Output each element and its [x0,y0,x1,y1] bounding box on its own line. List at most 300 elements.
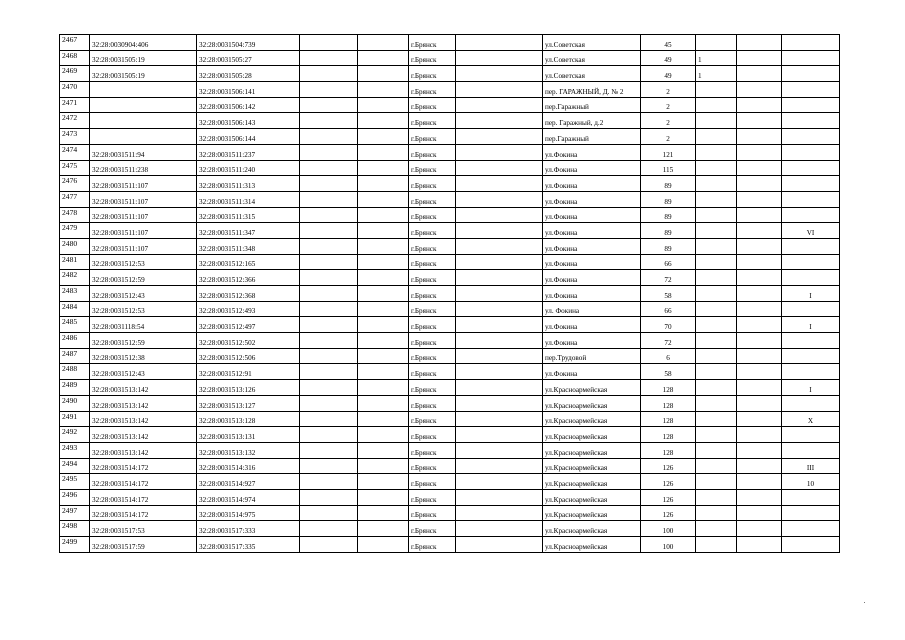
premises-cell [782,254,840,270]
empty-cell [300,35,358,51]
building-cell: 1 [696,50,737,66]
street-cell: ул.Красноармейская [543,537,641,553]
row-number-cell: 2478 [60,207,90,223]
street-cell: ул.Фокина [543,238,641,254]
empty-cell [456,333,543,349]
empty-cell [300,458,358,474]
house-number-cell: 2 [641,129,696,145]
street-cell: ул.Красноармейская [543,411,641,427]
building-cell: 1 [696,66,737,82]
building-cell [696,144,737,160]
empty-cell [456,50,543,66]
empty-cell [737,286,782,302]
table-row [60,489,840,505]
parent-cadastral-cell [90,97,197,113]
empty-cell [737,317,782,333]
empty-cell [300,82,358,98]
row-number-cell: 2470 [60,82,90,98]
street-cell: ул.Фокина [543,144,641,160]
row-number-cell: 2488 [60,364,90,380]
city-cell: г.Брянск [409,160,456,176]
house-number-cell: 66 [641,254,696,270]
table-row [60,395,840,411]
row-number-cell: 2486 [60,333,90,349]
street-cell: ул.Фокина [543,191,641,207]
street-cell: ул.Красноармейская [543,505,641,521]
parent-cadastral-cell: 32:28:0030904:406 [90,35,197,51]
empty-cell [456,270,543,286]
table-row [60,270,840,286]
street-cell: ул.Фокина [543,270,641,286]
cadastral-number-cell: 32:28:0031511:240 [197,160,300,176]
cadastral-number-cell: 32:28:0031512:366 [197,270,300,286]
row-number-cell: 2471 [60,97,90,113]
parent-cadastral-cell: 32:28:0031505:19 [90,66,197,82]
street-cell: ул.Красноармейская [543,489,641,505]
empty-cell [358,223,409,239]
empty-cell [300,129,358,145]
building-cell [696,301,737,317]
parent-cadastral-cell: 32:28:0031513:142 [90,411,197,427]
parent-cadastral-cell: 32:28:0031514:172 [90,489,197,505]
empty-cell [300,286,358,302]
premises-cell [782,113,840,129]
city-cell: г.Брянск [409,442,456,458]
cadastral-number-cell: 32:28:0031511:313 [197,176,300,192]
empty-cell [737,395,782,411]
building-cell [696,238,737,254]
empty-cell [300,144,358,160]
cadastral-number-cell: 32:28:0031512:497 [197,317,300,333]
row-number-cell: 2467 [60,35,90,51]
street-cell: ул.Фокина [543,333,641,349]
cadastral-number-cell: 32:28:0031513:131 [197,427,300,443]
register-table [59,34,840,553]
empty-cell [456,474,543,490]
table-row [60,364,840,380]
city-cell: г.Брянск [409,364,456,380]
city-cell: г.Брянск [409,254,456,270]
empty-cell [737,537,782,553]
empty-cell [358,144,409,160]
parent-cadastral-cell: 32:28:0031514:172 [90,474,197,490]
empty-cell [300,380,358,396]
cadastral-number-cell: 32:28:0031511:315 [197,207,300,223]
empty-cell [300,521,358,537]
premises-cell: X [782,411,840,427]
house-number-cell: 70 [641,317,696,333]
empty-cell [737,97,782,113]
cadastral-number-cell: 32:28:0031511:314 [197,191,300,207]
cadastral-number-cell: 32:28:0031512:368 [197,286,300,302]
empty-cell [300,191,358,207]
row-number-cell: 2489 [60,380,90,396]
empty-cell [300,254,358,270]
empty-cell [300,207,358,223]
house-number-cell: 128 [641,395,696,411]
empty-cell [358,191,409,207]
empty-cell [300,176,358,192]
empty-cell [358,521,409,537]
premises-cell [782,395,840,411]
empty-cell [358,254,409,270]
row-number-cell: 2496 [60,489,90,505]
table-row [60,176,840,192]
table-row [60,238,840,254]
empty-cell [456,207,543,223]
empty-cell [456,191,543,207]
empty-cell [300,50,358,66]
premises-cell: I [782,317,840,333]
street-cell: ул.Фокина [543,317,641,333]
table-row [60,380,840,396]
empty-cell [737,427,782,443]
empty-cell [300,333,358,349]
building-cell [696,223,737,239]
row-number-cell: 2499 [60,537,90,553]
house-number-cell: 89 [641,176,696,192]
premises-cell [782,505,840,521]
row-number-cell: 2498 [60,521,90,537]
empty-cell [737,82,782,98]
row-number-cell: 2469 [60,66,90,82]
premises-cell [782,333,840,349]
empty-cell [737,144,782,160]
city-cell: г.Брянск [409,223,456,239]
empty-cell [300,317,358,333]
premises-cell [782,301,840,317]
parent-cadastral-cell: 32:28:0031512:59 [90,333,197,349]
empty-cell [358,442,409,458]
empty-cell [737,474,782,490]
empty-cell [456,505,543,521]
premises-cell [782,129,840,145]
table-row [60,160,840,176]
street-cell: ул.Красноармейская [543,427,641,443]
row-number-cell: 2482 [60,270,90,286]
parent-cadastral-cell: 32:28:0031517:59 [90,537,197,553]
row-number-cell: 2476 [60,176,90,192]
premises-cell [782,427,840,443]
city-cell: г.Брянск [409,505,456,521]
premises-cell [782,521,840,537]
empty-cell [300,395,358,411]
row-number-cell: 2492 [60,427,90,443]
street-cell: ул.Красноармейская [543,442,641,458]
table-row [60,427,840,443]
parent-cadastral-cell: 32:28:0031513:142 [90,442,197,458]
cadastral-number-cell: 32:28:0031514:316 [197,458,300,474]
empty-cell [300,348,358,364]
empty-cell [456,160,543,176]
empty-cell [358,348,409,364]
parent-cadastral-cell: 32:28:0031511:107 [90,207,197,223]
table-row [60,191,840,207]
empty-cell [456,301,543,317]
parent-cadastral-cell [90,129,197,145]
city-cell: г.Брянск [409,395,456,411]
parent-cadastral-cell: 32:28:0031512:38 [90,348,197,364]
house-number-cell: 100 [641,521,696,537]
cadastral-number-cell: 32:28:0031505:27 [197,50,300,66]
table-row [60,207,840,223]
empty-cell [358,505,409,521]
empty-cell [456,395,543,411]
empty-cell [737,176,782,192]
row-number-cell: 2483 [60,286,90,302]
empty-cell [300,427,358,443]
street-cell: ул.Фокина [543,160,641,176]
cadastral-number-cell: 32:28:0031511:348 [197,238,300,254]
premises-cell: III [782,458,840,474]
empty-cell [456,380,543,396]
empty-cell [358,458,409,474]
table-row [60,35,840,51]
premises-cell [782,348,840,364]
empty-cell [737,35,782,51]
premises-cell [782,364,840,380]
cadastral-number-cell: 32:28:0031506:141 [197,82,300,98]
cadastral-number-cell: 32:28:0031506:142 [197,97,300,113]
city-cell: г.Брянск [409,489,456,505]
table-row [60,333,840,349]
empty-cell [358,333,409,349]
house-number-cell: 128 [641,442,696,458]
empty-cell [300,489,358,505]
row-number-cell: 2494 [60,458,90,474]
parent-cadastral-cell: 32:28:0031512:43 [90,364,197,380]
house-number-cell: 89 [641,191,696,207]
cadastral-number-cell: 32:28:0031512:493 [197,301,300,317]
cadastral-number-cell: 32:28:0031513:128 [197,411,300,427]
street-cell: ул.Советская [543,35,641,51]
parent-cadastral-cell: 32:28:0031511:238 [90,160,197,176]
building-cell [696,286,737,302]
table-row [60,458,840,474]
building-cell [696,333,737,349]
empty-cell [737,348,782,364]
empty-cell [456,537,543,553]
empty-cell [358,537,409,553]
empty-cell [300,238,358,254]
house-number-cell: 126 [641,474,696,490]
empty-cell [300,474,358,490]
empty-cell [737,270,782,286]
cadastral-number-cell: 32:28:0031511:347 [197,223,300,239]
building-cell [696,411,737,427]
house-number-cell: 128 [641,380,696,396]
empty-cell [737,238,782,254]
street-cell: ул.Фокина [543,223,641,239]
house-number-cell: 100 [641,537,696,553]
city-cell: г.Брянск [409,474,456,490]
city-cell: г.Брянск [409,301,456,317]
city-cell: г.Брянск [409,270,456,286]
building-cell [696,521,737,537]
city-cell: г.Брянск [409,97,456,113]
street-cell: ул.Фокина [543,207,641,223]
empty-cell [300,160,358,176]
empty-cell [456,427,543,443]
cadastral-number-cell: 32:28:0031513:132 [197,442,300,458]
empty-cell [456,348,543,364]
city-cell: г.Брянск [409,348,456,364]
table-row [60,144,840,160]
city-cell: г.Брянск [409,66,456,82]
empty-cell [300,301,358,317]
empty-cell [300,97,358,113]
house-number-cell: 2 [641,97,696,113]
empty-cell [737,411,782,427]
cadastral-number-cell: 32:28:0031514:927 [197,474,300,490]
empty-cell [737,442,782,458]
empty-cell [358,317,409,333]
empty-cell [456,82,543,98]
street-cell: ул.Красноармейская [543,521,641,537]
empty-cell [737,301,782,317]
building-cell [696,160,737,176]
building-cell [696,82,737,98]
parent-cadastral-cell: 32:28:0031511:94 [90,144,197,160]
street-cell: пер.Трудовой [543,348,641,364]
building-cell [696,129,737,145]
empty-cell [358,270,409,286]
house-number-cell: 89 [641,223,696,239]
premises-cell [782,97,840,113]
city-cell: г.Брянск [409,35,456,51]
premises-cell: 10 [782,474,840,490]
empty-cell [737,50,782,66]
premises-cell [782,238,840,254]
empty-cell [456,176,543,192]
house-number-cell: 115 [641,160,696,176]
house-number-cell: 126 [641,489,696,505]
premises-cell [782,160,840,176]
street-cell: ул.Фокина [543,364,641,380]
empty-cell [358,427,409,443]
parent-cadastral-cell: 32:28:0031511:107 [90,223,197,239]
empty-cell [300,270,358,286]
empty-cell [456,317,543,333]
premises-cell [782,66,840,82]
empty-cell [737,489,782,505]
cadastral-number-cell: 32:28:0031517:335 [197,537,300,553]
table-row [60,129,840,145]
building-cell [696,270,737,286]
parent-cadastral-cell: 32:28:0031513:142 [90,427,197,443]
house-number-cell: 126 [641,505,696,521]
building-cell [696,176,737,192]
empty-cell [456,35,543,51]
empty-cell [358,82,409,98]
building-cell [696,537,737,553]
cadastral-number-cell: 32:28:0031511:237 [197,144,300,160]
city-cell: г.Брянск [409,380,456,396]
house-number-cell: 72 [641,333,696,349]
city-cell: г.Брянск [409,317,456,333]
table-row [60,521,840,537]
cadastral-number-cell: 32:28:0031512:506 [197,348,300,364]
empty-cell [456,144,543,160]
city-cell: г.Брянск [409,411,456,427]
empty-cell [737,458,782,474]
cadastral-number-cell: 32:28:0031506:144 [197,129,300,145]
premises-cell [782,270,840,286]
cadastral-number-cell: 32:28:0031512:91 [197,364,300,380]
city-cell: г.Брянск [409,521,456,537]
building-cell [696,489,737,505]
city-cell: г.Брянск [409,50,456,66]
house-number-cell: 66 [641,301,696,317]
row-number-cell: 2480 [60,238,90,254]
empty-cell [456,113,543,129]
empty-cell [358,286,409,302]
row-number-cell: 2490 [60,395,90,411]
building-cell [696,380,737,396]
row-number-cell: 2493 [60,442,90,458]
city-cell: г.Брянск [409,427,456,443]
row-number-cell: 2485 [60,317,90,333]
parent-cadastral-cell: 32:28:0031511:107 [90,191,197,207]
empty-cell [300,411,358,427]
building-cell [696,458,737,474]
cadastral-number-cell: 32:28:0031505:28 [197,66,300,82]
table-row [60,66,840,82]
empty-cell [358,411,409,427]
street-cell: ул.Красноармейская [543,380,641,396]
parent-cadastral-cell [90,113,197,129]
street-cell: ул.Фокина [543,254,641,270]
cadastral-number-cell: 32:28:0031514:975 [197,505,300,521]
building-cell [696,207,737,223]
table-row [60,97,840,113]
empty-cell [456,489,543,505]
building-cell [696,113,737,129]
table-row [60,537,840,553]
city-cell: г.Брянск [409,286,456,302]
street-cell: пер.Гаражный [543,129,641,145]
street-cell: ул.Фокина [543,286,641,302]
empty-cell [358,160,409,176]
premises-cell [782,50,840,66]
empty-cell [300,505,358,521]
premises-cell [782,191,840,207]
building-cell [696,395,737,411]
empty-cell [456,442,543,458]
row-number-cell: 2473 [60,129,90,145]
empty-cell [300,442,358,458]
row-number-cell: 2484 [60,301,90,317]
cadastral-number-cell: 32:28:0031504:739 [197,35,300,51]
street-cell: ул.Фокина [543,176,641,192]
city-cell: г.Брянск [409,537,456,553]
building-cell [696,505,737,521]
empty-cell [456,411,543,427]
table-row [60,254,840,270]
scan-speck [864,602,865,603]
premises-cell [782,537,840,553]
building-cell [696,254,737,270]
empty-cell [737,160,782,176]
empty-cell [300,537,358,553]
empty-cell [737,207,782,223]
street-cell: ул.Красноармейская [543,458,641,474]
premises-cell [782,176,840,192]
building-cell [696,348,737,364]
empty-cell [456,223,543,239]
empty-cell [358,97,409,113]
house-number-cell: 121 [641,144,696,160]
